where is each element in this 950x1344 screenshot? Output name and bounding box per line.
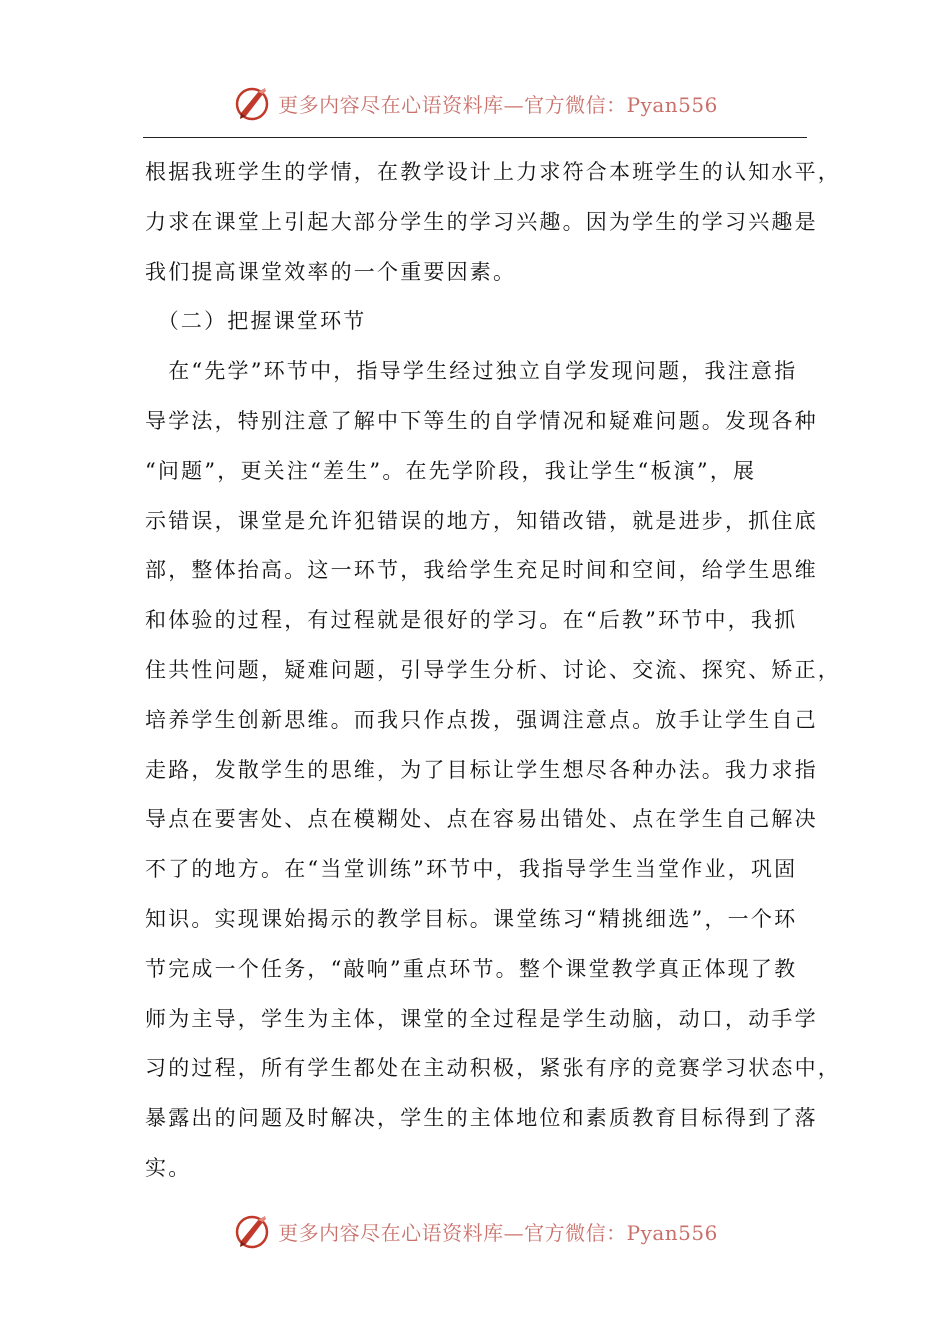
body-line: “问题”，更关注“差生”。在先学阶段，我让学生“板演”，展 xyxy=(145,458,757,483)
body-line: 导学法，特别注意了解中下等生的自学情况和疑难问题。发现各种 xyxy=(145,408,818,433)
body-line: 示错误，课堂是允许犯错误的地方，知错改错，就是进步，抓住底 xyxy=(145,508,818,533)
body-line: 住共性问题，疑难问题，引导学生分析、讨论、交流、探究、矫正， xyxy=(145,657,841,682)
pen-in-circle-logo-icon xyxy=(232,83,272,123)
body-line: 不了的地方。在“当堂训练”环节中，我指导学生当堂作业，巩固 xyxy=(145,857,798,882)
body-line: 力求在课堂上引起大部分学生的学习兴趣。因为学生的学习兴趣是 xyxy=(145,209,818,234)
body-line: 根据我班学生的学情，在教学设计上力求符合本班学生的认知水平， xyxy=(145,160,841,184)
header-banner-text: 更多内容尽在心语资料库—官方微信：Pyan556 xyxy=(278,92,718,117)
body-line: 暴露出的问题及时解决，学生的主体地位和素质教育目标得到了落 xyxy=(145,1106,818,1131)
footer-banner-text: 更多内容尽在心语资料库—官方微信：Pyan556 xyxy=(278,1220,718,1245)
body-line: 节完成一个任务，“敲响”重点环节。整个课堂教学真正体现了教 xyxy=(145,956,798,981)
body-line: 部，整体抬高。这一环节，我给学生充足时间和空间，给学生思维 xyxy=(145,558,818,583)
header-divider xyxy=(143,137,807,138)
footer-banner xyxy=(0,1208,950,1254)
body-line: 走路，发散学生的思维，为了目标让学生想尽各种办法。我力求指 xyxy=(145,757,818,782)
body-line: 师为主导，学生为主体，课堂的全过程是学生动脑，动口，动手学 xyxy=(145,1006,818,1031)
body-line: 实。 xyxy=(145,1155,192,1180)
section-heading: （二）把握课堂环节 xyxy=(145,309,367,334)
body-line: 导点在要害处、点在模糊处、点在容易出错处、点在学生自己解决 xyxy=(145,807,818,832)
body-line: 和体验的过程，有过程就是很好的学习。在“后教”环节中，我抓 xyxy=(145,608,798,633)
header-banner xyxy=(0,80,950,126)
document-body xyxy=(145,148,841,1194)
body-line: 在“先学”环节中，指导学生经过独立自学发现问题，我注意指 xyxy=(145,359,798,384)
pen-in-circle-logo-icon xyxy=(232,1211,272,1251)
footer-banner-inner xyxy=(232,1211,718,1251)
body-line: 知识。实现课始揭示的教学目标。课堂练习“精挑细选”，一个环 xyxy=(145,906,798,931)
body-line: 培养学生创新思维。而我只作点拨，强调注意点。放手让学生自己 xyxy=(145,707,818,732)
body-line: 我们提高课堂效率的一个重要因素。 xyxy=(145,259,517,284)
header-banner-inner xyxy=(232,83,718,123)
body-line: 习的过程，所有学生都处在主动积极，紧张有序的竞赛学习状态中， xyxy=(145,1056,841,1081)
